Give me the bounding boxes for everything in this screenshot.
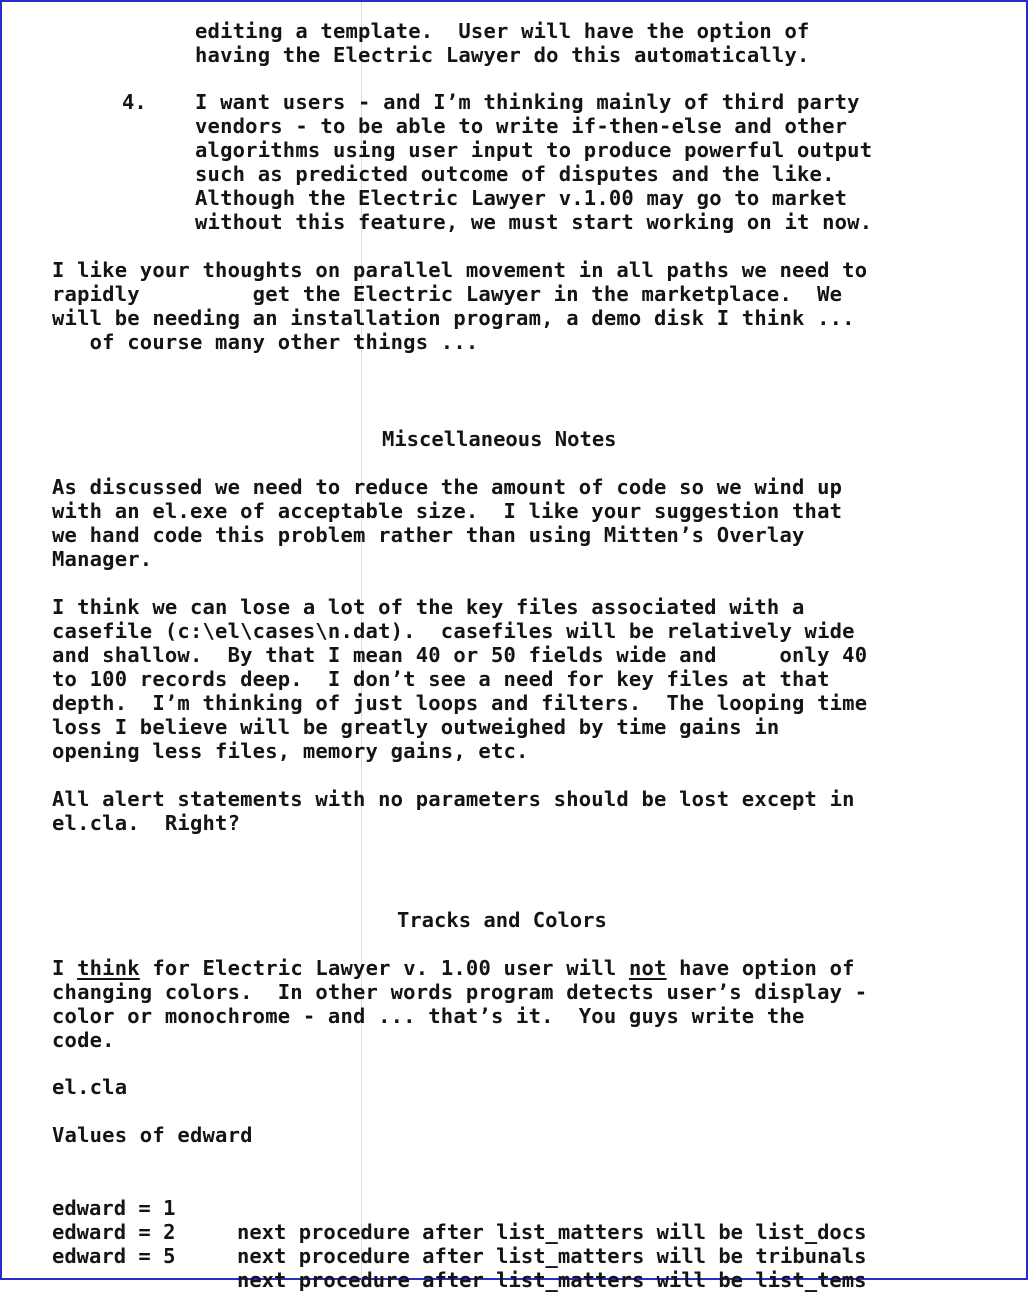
edward-value: edward = 2 [52, 1220, 176, 1244]
parallel-line-2: rapidly get the Electric Lawyer in the marketplace. We [52, 282, 843, 306]
el-cla-label: el.cla [52, 1075, 128, 1099]
item4-number: 4. [122, 90, 147, 114]
code-line-4: Manager. [52, 547, 153, 571]
parallel-line-1: I like your thoughts on parallel movement in all paths we need to [52, 258, 868, 282]
item3-line-2: having the Electric Lawyer do this automatically. [195, 43, 810, 67]
colors-line-3: color or monochrome - and ... that’s it. You guys write the [52, 1004, 805, 1028]
keyfiles-line-5: depth. I’m thinking of just loops and filters. The looping time [52, 691, 868, 715]
keyfiles-line-2: casefile (c:\el\cases\n.dat). casefiles will be relatively wide [52, 619, 855, 643]
colors-line-2: changing colors. In other words program detects user’s display - [52, 980, 868, 1004]
edward-value: edward = 1 [52, 1196, 176, 1220]
emphasis-think: think [77, 956, 140, 980]
tracks-heading: Tracks and Colors [397, 908, 607, 932]
item4-line-1: I want users - and I’m thinking mainly of third party [195, 90, 860, 114]
item4-line-3: algorithms using user input to produce powerful output [195, 138, 873, 162]
item3-line-1: editing a template. User will have the option of [195, 19, 810, 43]
edward-description: next procedure after list_matters will be list_tems [237, 1268, 867, 1292]
item4-line-5: Although the Electric Lawyer v.1.00 may go to market [195, 186, 848, 210]
colors-line-1-pre: I [52, 956, 78, 980]
colors-line-1-post: have option of [666, 956, 855, 980]
item4-line-4: such as predicted outcome of disputes and the like. [195, 162, 835, 186]
keyfiles-line-4: to 100 records deep. I don’t see a need for key files at that [52, 667, 830, 691]
parallel-line-3: will be needing an installation program, a demo disk I think ... [52, 306, 855, 330]
code-line-1: As discussed we need to reduce the amount of code so we wind up [52, 475, 843, 499]
item4-line-6: without this feature, we must start working on it now. [195, 210, 873, 234]
edward-value: edward = 5 [52, 1244, 176, 1268]
misc-heading: Miscellaneous Notes [382, 427, 617, 451]
parallel-line-4: of course many other things ... [52, 330, 479, 354]
code-line-2: with an el.exe of acceptable size. I like your suggestion that [52, 499, 843, 523]
edward-description: next procedure after list_matters will be tribunals [237, 1244, 867, 1268]
values-heading: Values of edward [52, 1123, 253, 1147]
keyfiles-line-7: opening less files, memory gains, etc. [52, 739, 529, 763]
colors-line-1 [52, 956, 855, 980]
edward-description: next procedure after list_matters will be list_docs [237, 1220, 867, 1244]
keyfiles-line-3: and shallow. By that I mean 40 or 50 fields wide and only 40 [52, 643, 868, 667]
alert-line-1: All alert statements with no parameters should be lost except in [52, 787, 855, 811]
colors-line-4: code. [52, 1028, 115, 1052]
code-line-3: we hand code this problem rather than using Mitten’s Overlay [52, 523, 805, 547]
item4-line-2: vendors - to be able to write if-then-else and other [195, 114, 848, 138]
emphasis-not: not [628, 956, 667, 980]
keyfiles-line-6: loss I believe will be greatly outweighed by time gains in [52, 715, 780, 739]
keyfiles-line-1: I think we can lose a lot of the key files associated with a [52, 595, 805, 619]
colors-line-1-mid: for Electric Lawyer v. 1.00 user will [139, 956, 629, 980]
alert-line-2: el.cla. Right? [52, 811, 241, 835]
